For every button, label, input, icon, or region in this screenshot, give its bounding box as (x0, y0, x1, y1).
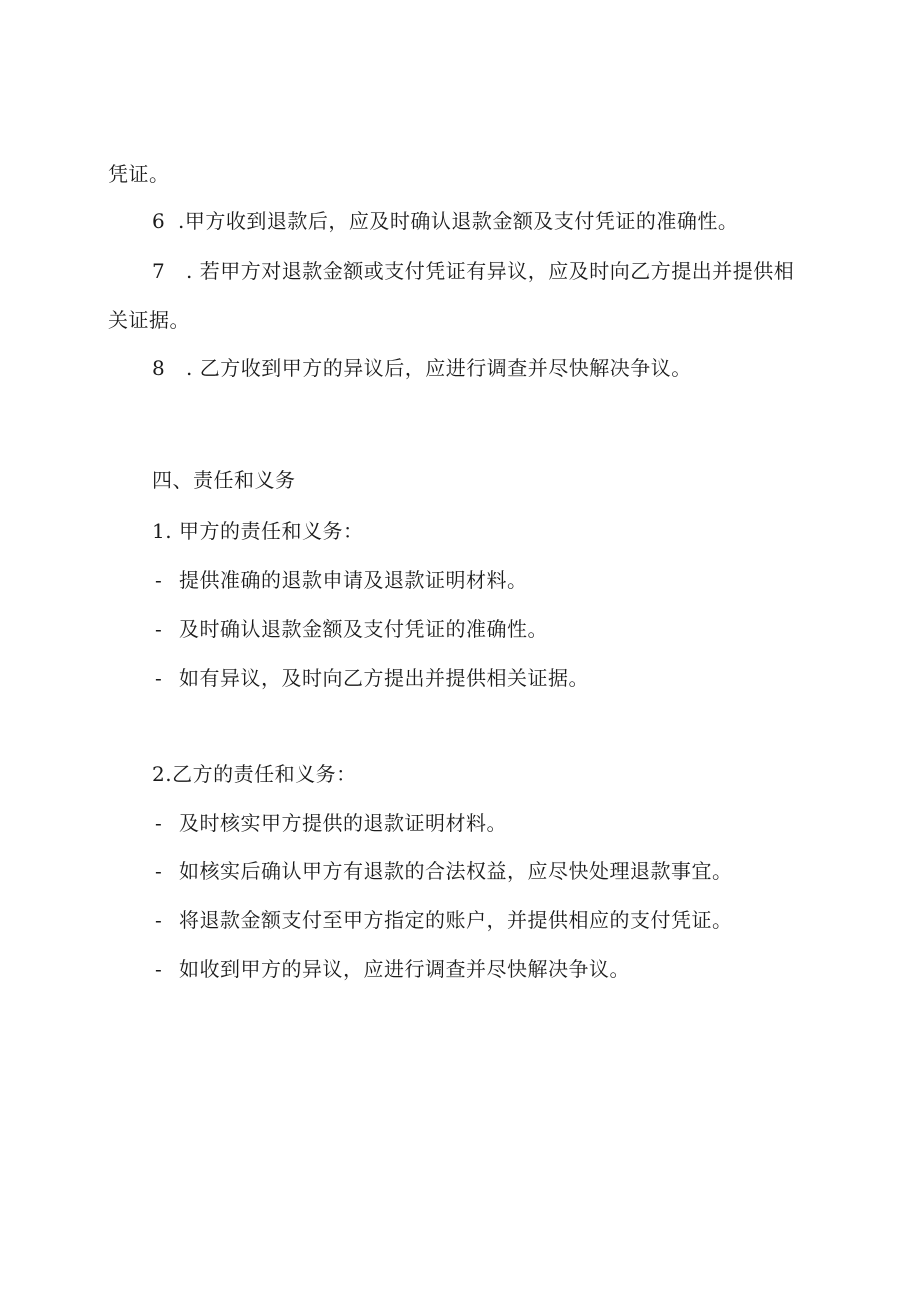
bullet-text: 及时确认退款金额及支付凭证的准确性。 (179, 617, 548, 641)
bullet-marker: - (155, 957, 163, 981)
bullet-text: 如收到甲方的异议，应进行调查并尽快解决争议。 (179, 957, 630, 981)
party-b-bullet (155, 906, 733, 934)
item-text: . 若甲方对退款金额或支付凭证有异议，应及时向乙方提出并提供相 (186, 259, 795, 283)
party-b-bullet (155, 857, 733, 885)
bullet-text: 及时核实甲方提供的退款证明材料。 (179, 811, 507, 835)
party-a-bullet (155, 664, 589, 692)
bullet-marker: - (155, 568, 163, 592)
party-a-heading: 1. 甲方的责任和义务： (152, 519, 364, 543)
list-item-7 (152, 257, 794, 285)
bullet-marker: - (155, 859, 163, 883)
list-item-7-continuation: 关证据。 (108, 308, 190, 332)
item-number: 7 (152, 259, 166, 283)
item-text: . 乙方收到甲方的异议后，应进行调查并尽快解决争议。 (186, 356, 692, 380)
list-item-6 (152, 207, 738, 235)
continuation-text: 凭证。 (108, 162, 170, 186)
party-b-heading: 2.乙方的责任和义务： (152, 762, 357, 786)
bullet-text: 将退款金额支付至甲方指定的账户，并提供相应的支付凭证。 (179, 908, 733, 932)
bullet-marker: - (155, 908, 163, 932)
item-text: .甲方收到退款后，应及时确认退款金额及支付凭证的准确性。 (178, 209, 739, 233)
item-number: 6 (152, 209, 166, 233)
bullet-marker: - (155, 811, 163, 835)
party-b-bullet (155, 955, 630, 983)
section-title: 四、责任和义务 (152, 468, 296, 492)
bullet-text: 如核实后确认甲方有退款的合法权益，应尽快处理退款事宜。 (179, 859, 733, 883)
party-a-bullet (155, 615, 548, 643)
bullet-text: 提供准确的退款申请及退款证明材料。 (179, 568, 528, 592)
party-a-bullet (155, 566, 528, 594)
item-number: 8 (152, 356, 166, 380)
bullet-text: 如有异议，及时向乙方提出并提供相关证据。 (179, 666, 589, 690)
bullet-marker: - (155, 666, 163, 690)
bullet-marker: - (155, 617, 163, 641)
party-b-bullet (155, 809, 507, 837)
list-item-8 (152, 354, 692, 382)
